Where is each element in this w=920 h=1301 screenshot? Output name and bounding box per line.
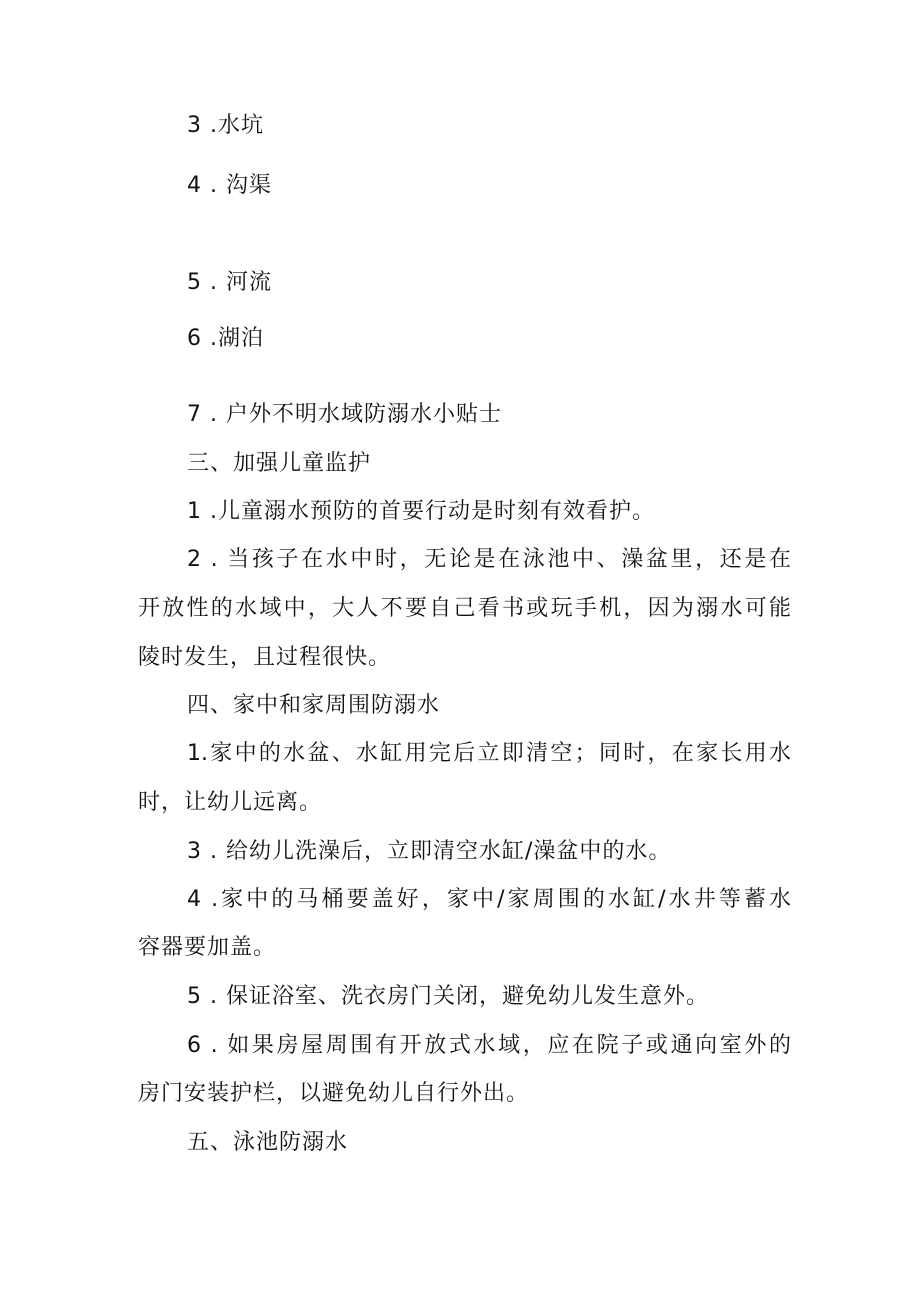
paragraph-supervision-2-line-3: 陵时发生，且过程很快。: [138, 645, 392, 670]
paragraph-home-3: 3 . 给幼儿洗澡后，立即清空水缸/澡盆中的水。: [187, 839, 672, 864]
paragraph-supervision-1: 1 .儿童溺水预防的首要行动是时刻有效看护。: [187, 499, 655, 524]
list-item-river: 5 . 河流: [187, 270, 272, 295]
paragraph-home-5: 5 . 保证浴室、洗衣房门关闭，避免幼儿发生意外。: [187, 984, 709, 1009]
list-item-lake: 6 .湖泊: [187, 326, 264, 351]
paragraph-home-6-line-2: 房门安装护栏，以避免幼儿自行外出。: [138, 1081, 530, 1106]
paragraph-home-6-line-1: 6 . 如果房屋周围有开放式水域，应在院子或通向室外的: [187, 1033, 791, 1058]
paragraph-supervision-2-line-1: 2 . 当孩子在水中时，无论是在泳池中、澡盆里，还是在: [187, 547, 791, 572]
section-heading-pool: 五、泳池防溺水: [187, 1130, 349, 1155]
paragraph-home-1-line-2: 时，让幼儿远离。: [138, 790, 323, 815]
list-item-puddle: 3 .水坑: [187, 113, 264, 138]
paragraph-home-4-line-2: 容器要加盖。: [138, 935, 277, 960]
section-heading-supervision: 三、加强儿童监护: [187, 451, 372, 476]
list-item-ditch: 4 . 沟渠: [187, 173, 272, 198]
paragraph-home-4-line-1: 4 .家中的马桶要盖好，家中/家周围的水缸/水井等蓄水: [187, 887, 791, 912]
paragraph-supervision-2-line-2: 开放性的水域中，大人不要自己看书或玩手机，因为溺水可能: [138, 596, 791, 621]
section-heading-home: 四、家中和家周围防溺水: [187, 693, 441, 718]
list-item-outdoor-tips: 7 . 户外不明水域防溺水小贴士: [187, 402, 502, 427]
paragraph-home-1-line-1: 1.家中的水盆、水缸用完后立即清空；同时，在家长用水: [187, 741, 791, 766]
